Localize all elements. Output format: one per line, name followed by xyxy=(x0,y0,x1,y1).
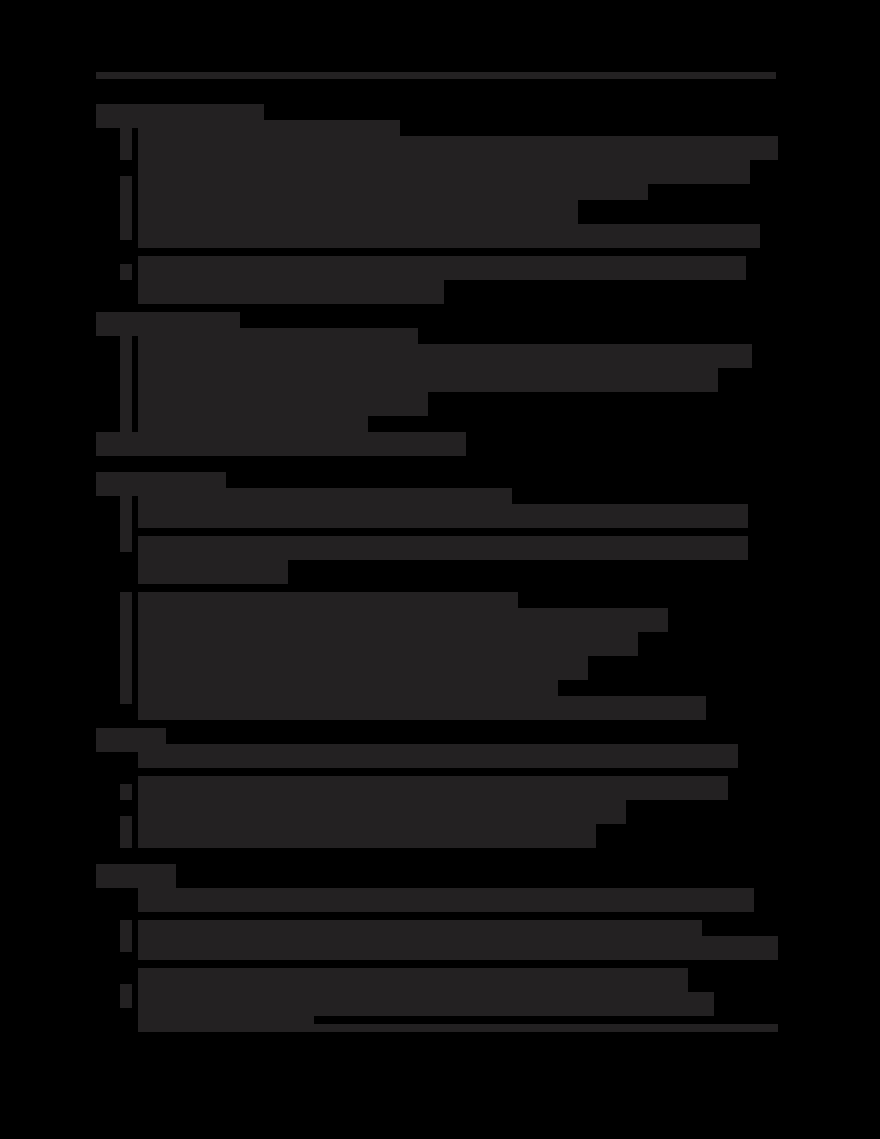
list-marker xyxy=(120,592,132,704)
list-item xyxy=(138,632,638,656)
list-item xyxy=(138,368,718,392)
list-item xyxy=(138,224,760,248)
list-marker xyxy=(120,784,132,800)
list-item xyxy=(138,888,754,912)
list-item xyxy=(138,800,626,824)
list-marker xyxy=(120,176,132,240)
list-marker xyxy=(120,328,132,432)
list-item xyxy=(138,968,688,992)
header-rule xyxy=(96,72,776,79)
list-item xyxy=(138,936,778,960)
list-marker xyxy=(120,816,132,848)
list-marker xyxy=(120,120,132,160)
list-item xyxy=(138,344,752,368)
list-item xyxy=(138,176,648,200)
list-item xyxy=(138,776,728,800)
list-marker xyxy=(120,920,132,952)
list-item xyxy=(138,280,444,304)
list-marker xyxy=(120,488,132,552)
list-item xyxy=(138,608,668,632)
paragraph-line xyxy=(96,432,466,456)
section-heading xyxy=(96,864,176,888)
list-item xyxy=(138,200,578,224)
list-item xyxy=(138,560,288,584)
list-item xyxy=(138,696,706,720)
list-item xyxy=(138,392,428,416)
list-item xyxy=(138,504,748,528)
list-item xyxy=(138,256,746,280)
list-item xyxy=(138,536,748,560)
list-item xyxy=(138,136,778,160)
list-item xyxy=(138,656,588,680)
footer-rule xyxy=(168,1024,778,1032)
list-item xyxy=(138,744,738,768)
list-marker xyxy=(120,984,132,1008)
list-marker xyxy=(120,264,132,280)
list-item xyxy=(138,824,596,848)
